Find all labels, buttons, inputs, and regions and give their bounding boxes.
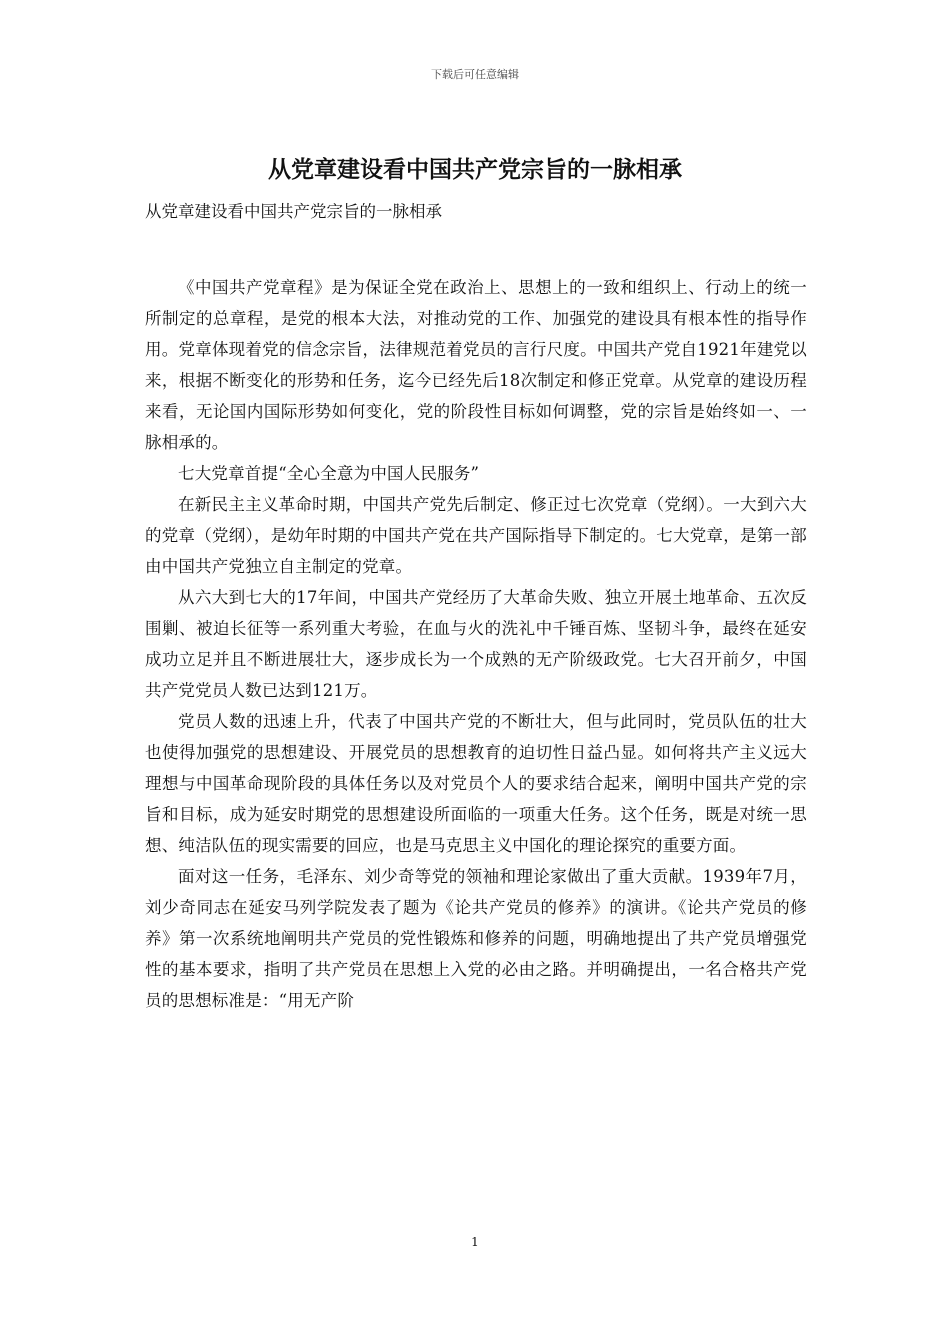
document-body xyxy=(145,272,807,1016)
document-subtitle: 从党章建设看中国共产党宗旨的一脉相承 xyxy=(145,202,442,221)
paragraph-new-democratic-revolution: 在新民主主义革命时期，中国共产党先后制定、修正过七次党章（党纲）。一大到六大的党章（党纲），是幼年时期的中国共产党在共产国际指导下制定的。七大党章，是第一部由中国共产党独立自主制定的党章。 xyxy=(145,495,807,576)
page-number: 1 xyxy=(471,1235,479,1249)
document-title: 从党章建设看中国共产党宗旨的一脉相承 xyxy=(268,156,682,183)
paragraph-member-growth: 党员人数的迅速上升，代表了中国共产党的不断壮大，但与此同时，党员队伍的壮大也使得加强党的思想建设、开展党员的思想教育的迫切性日益凸显。如何将共产主义远大理想与中国革命现阶段的具体任务以及对党员个人的要求结合起来，阐明中国共产党的宗旨和目标，成为延安时期党的思想建设所面临的一项重大任务。这个任务，既是对统一思想、纯洁队伍的现实需要的回应，也是马克思主义中国化的理论探究的重要方面。 xyxy=(145,712,807,855)
section-heading-seventh-congress: 七大党章首提“全心全意为中国人民服务” xyxy=(178,464,480,483)
page-header-note: 下载后可任意编辑 xyxy=(431,68,519,81)
paragraph-intro: 《中国共产党章程》是为保证全党在政治上、思想上的一致和组织上、行动上的统一所制定的总章程，是党的根本大法，对推动党的工作、加强党的建设具有根本性的指导作用。党章体现着党的信念宗旨，法律规范着党员的言行尺度。中国共产党自1921年建党以来，根据不断变化的形势和任务，迄今已经先后18次制定和修正党章。从党章的建设历程来看，无论国内国际形势如何变化，党的阶段性目标如何调整，党的宗旨是始终如一、一脉相承的。 xyxy=(145,278,807,452)
paragraph-sixth-to-seventh: 从六大到七大的17年间，中国共产党经历了大革命失败、独立开展土地革命、五次反围剿、被迫长征等一系列重大考验，在血与火的洗礼中千锤百炼、坚韧斗争，最终在延安成功立足并且不断进展壮大，逐步成长为一个成熟的无产阶级政党。七大召开前夕，中国共产党党员人数已达到121万。 xyxy=(145,588,807,700)
paragraph-self-cultivation: 面对这一任务，毛泽东、刘少奇等党的领袖和理论家做出了重大贡献。1939年7月，刘少奇同志在延安马列学院发表了题为《论共产党员的修养》的演讲。《论共产党员的修养》第一次系统地阐明共产党员的党性锻炼和修养的问题，明确地提出了共产党员增强党性的基本要求，指明了共产党员在思想上入党的必由之路。并明确提出，一名合格共产党员的思想标准是：“用无产阶 xyxy=(145,867,807,1010)
